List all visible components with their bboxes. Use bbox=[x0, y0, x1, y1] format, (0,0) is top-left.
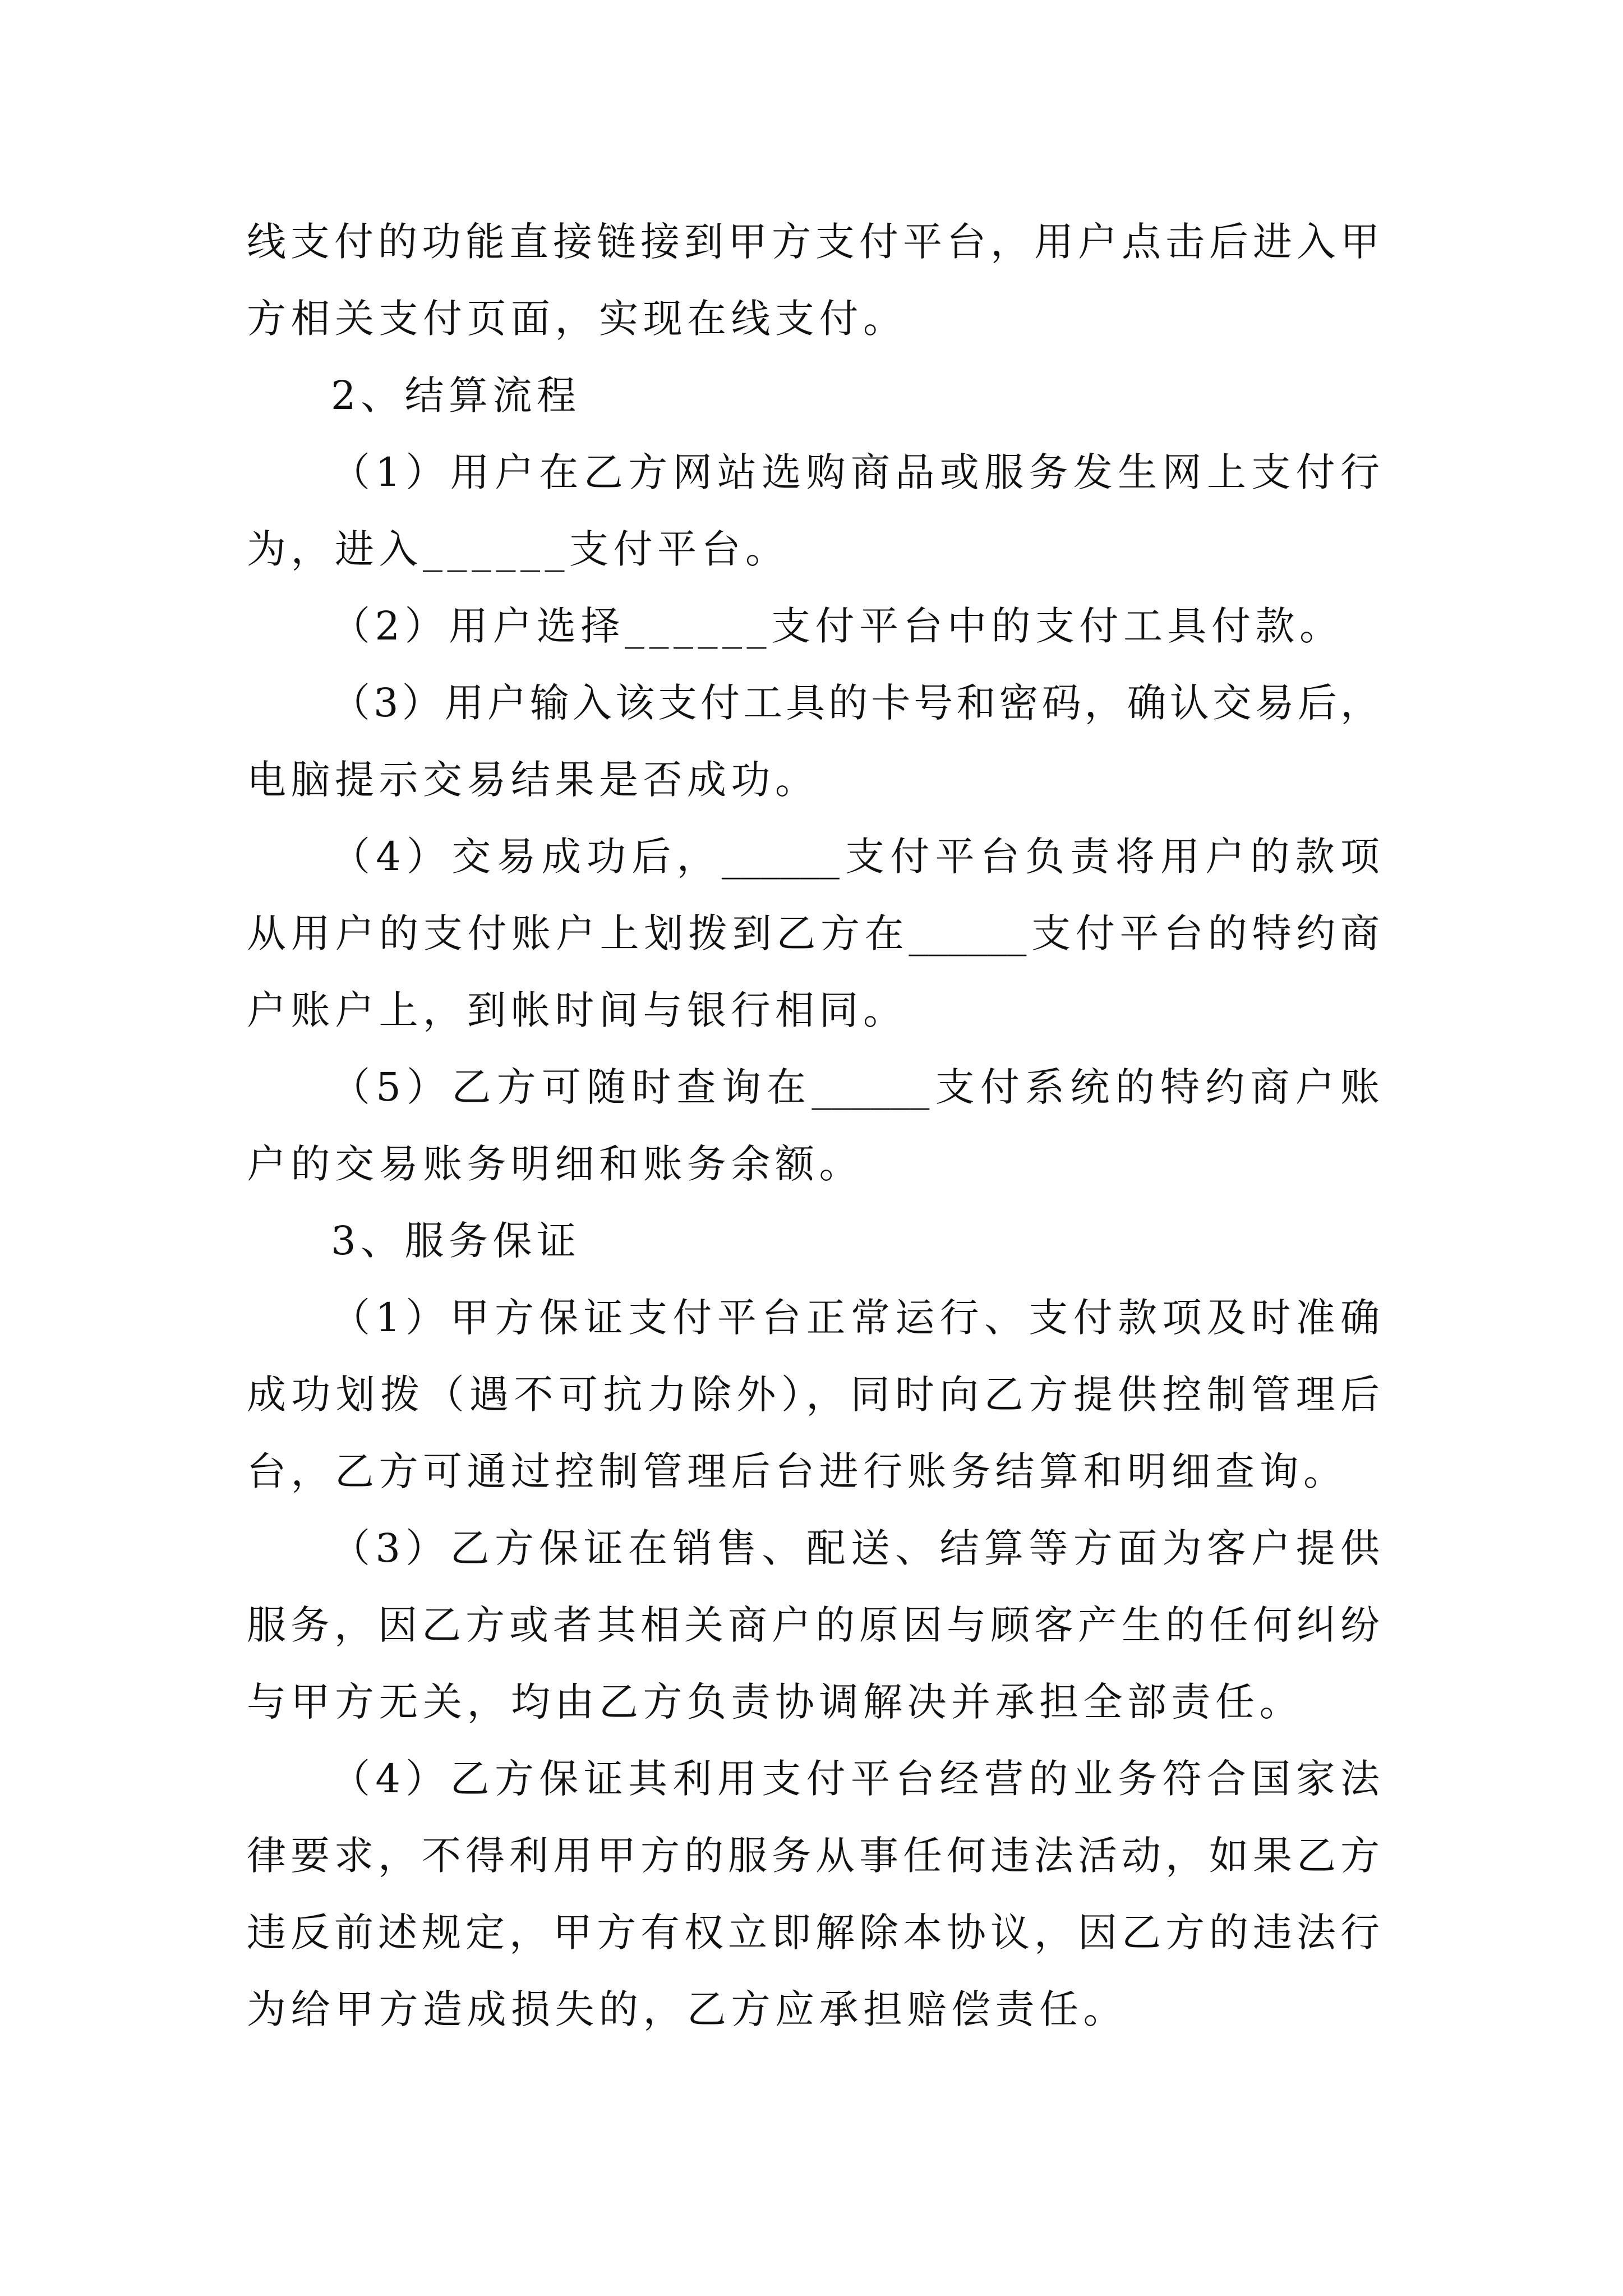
text-line: （5）乙方可随时查询在______支付系统的特约商户账 bbox=[331, 1064, 1380, 1110]
text-line: （1）甲方保证支付平台正常运行、支付款项及时准确 bbox=[331, 1295, 1380, 1341]
text-line: 服务，因乙方或者其相关商户的原因与顾客产生的任何纠纷 bbox=[247, 1602, 1380, 1648]
text-line: （1）用户在乙方网站选购商品或服务发生网上支付行 bbox=[331, 449, 1380, 495]
text-line: 与甲方无关，均由乙方负责协调解决并承担全部责任。 bbox=[247, 1679, 1303, 1725]
text-line: 电脑提示交易结果是否成功。 bbox=[247, 757, 819, 803]
section-heading: 3、服务保证 bbox=[331, 1218, 581, 1264]
text-line: 律要求，不得利用甲方的服务从事任何违法活动，如果乙方 bbox=[247, 1833, 1380, 1879]
text-line: （3）乙方保证在销售、配送、结算等方面为客户提供 bbox=[331, 1525, 1380, 1571]
text-line: 成功划拨（遇不可抗力除外），同时向乙方提供控制管理后 bbox=[247, 1372, 1380, 1418]
text-line: 为给甲方造成损失的，乙方应承担赔偿责任。 bbox=[247, 1986, 1127, 2032]
text-line: （4）乙方保证其利用支付平台经营的业务符合国家法 bbox=[331, 1756, 1380, 1802]
text-line: （4）交易成功后，______支付平台负责将用户的款项 bbox=[331, 834, 1380, 880]
text-line: 台，乙方可通过控制管理后台进行账务结算和明细查询。 bbox=[247, 1448, 1348, 1494]
text-line: 从用户的支付账户上划拨到乙方在______支付平台的特约商 bbox=[247, 910, 1380, 956]
text-line: （2）用户选择______支付平台中的支付工具付款。 bbox=[331, 603, 1344, 649]
section-heading: 2、结算流程 bbox=[331, 372, 581, 418]
text-line: 方相关支付页面，实现在线支付。 bbox=[247, 296, 907, 342]
text-line: 违反前述规定，甲方有权立即解除本协议，因乙方的违法行 bbox=[247, 1910, 1380, 1955]
text-line: 户账户上，到帐时间与银行相同。 bbox=[247, 987, 907, 1033]
text-line: 为，进入______支付平台。 bbox=[247, 526, 790, 572]
text-line: （3）用户输入该支付工具的卡号和密码，确认交易后， bbox=[331, 680, 1380, 726]
text-line: 线支付的功能直接链接到甲方支付平台，用户点击后进入甲 bbox=[247, 219, 1380, 265]
text-line: 户的交易账务明细和账务余额。 bbox=[247, 1141, 863, 1187]
